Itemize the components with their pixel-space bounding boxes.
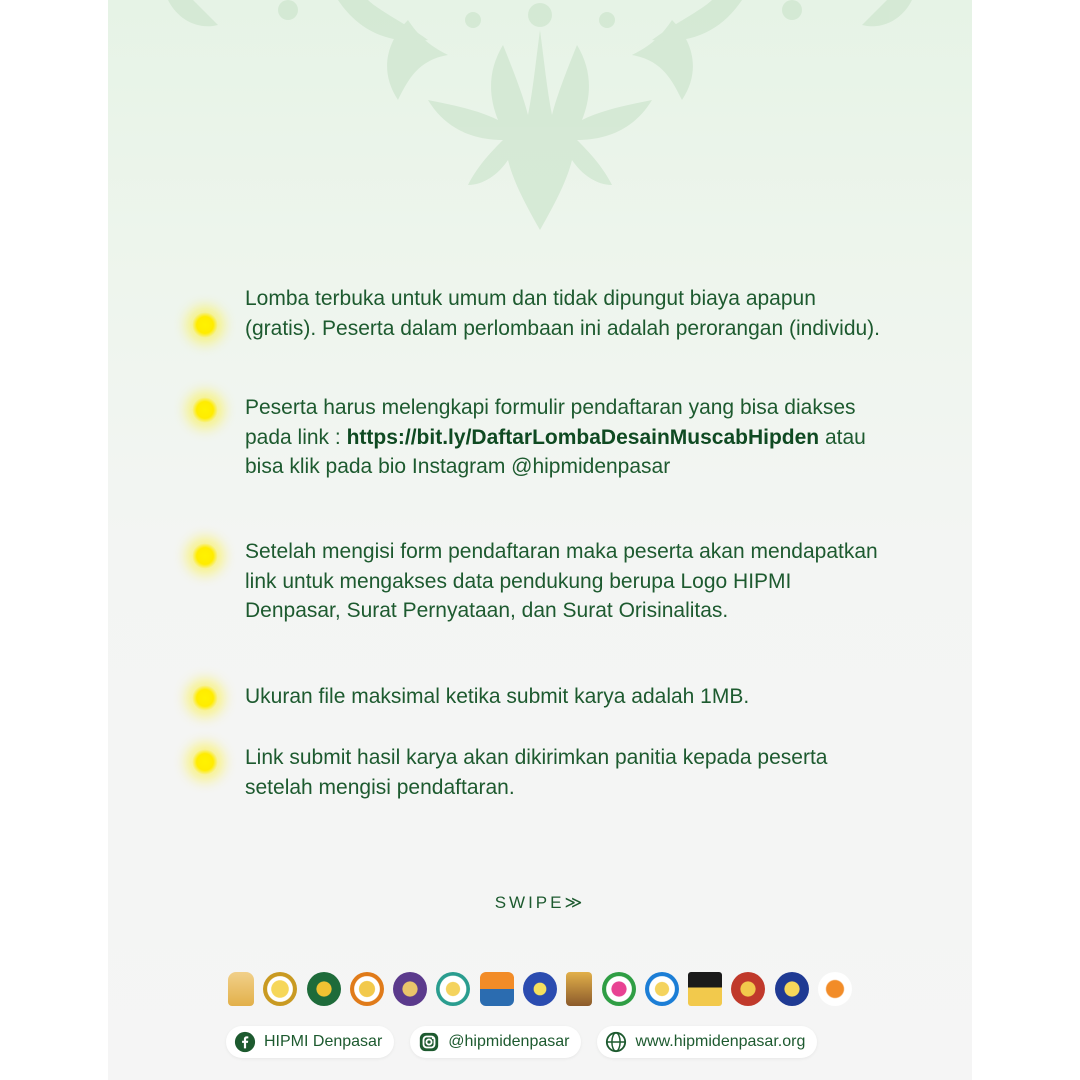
eagle-logo [566, 972, 592, 1006]
purple-emblem-logo [393, 972, 427, 1006]
social-footer [226, 1026, 817, 1058]
bullet-dot-icon [192, 685, 218, 711]
gold-emblem-logo [263, 972, 297, 1006]
instagram-link[interactable] [410, 1026, 581, 1058]
facebook-icon [234, 1031, 256, 1053]
rule-text-after: atau bisa klik pada bio Instagram @hipmidenpasar [245, 425, 866, 478]
red-emblem-logo [731, 972, 765, 1006]
bullet-dot-icon [192, 749, 218, 775]
cyan-emblem-logo [645, 972, 679, 1006]
instagram-icon [418, 1031, 440, 1053]
rule-text: Lomba terbuka untuk umum dan tidak dipungut biaya apapun (gratis). Peserta dalam perlombaan ini adalah perorangan (individu). [245, 287, 881, 340]
facebook-label: HIPMI Denpasar [264, 1033, 383, 1050]
instagram-label: @hipmidenpasar [448, 1033, 570, 1050]
bali-emblem-logo [775, 972, 809, 1006]
rule-text: Link submit hasil karya akan dikirimkan panitia kepada peserta setelah mengisi pendaftaran. [245, 746, 828, 799]
website-link[interactable] [597, 1026, 817, 1058]
content-panel [108, 0, 972, 1080]
bullet-dot-icon [192, 397, 218, 423]
website-label: www.hipmidenpasar.org [635, 1033, 806, 1050]
rule-text-before: Peserta harus melengkapi formulir pendaftaran yang bisa diakses pada link : [245, 396, 856, 449]
globe-icon [605, 1031, 627, 1053]
facebook-link[interactable] [226, 1026, 394, 1058]
ornament-decoration [108, 0, 972, 240]
rule-text: Setelah mengisi form pendaftaran maka peserta akan mendapatkan link untuk mengakses data pendukung berupa Logo HIPMI Denpasar, Surat Pernyataan, dan Surat Orisinalitas. [245, 540, 878, 622]
orange-emblem-logo [350, 972, 384, 1006]
green-emblem-logo [307, 972, 341, 1006]
bullet-dot-icon [192, 312, 218, 338]
graduation-logo [688, 972, 722, 1006]
orange-small-logo [818, 972, 852, 1006]
lotus-logo [602, 972, 636, 1006]
bullet-dot-icon [192, 543, 218, 569]
swipe-hint: SWIPE≫ [494, 893, 586, 912]
blue-emblem-logo [523, 972, 557, 1006]
teal-emblem-logo [436, 972, 470, 1006]
statue-logo [228, 972, 254, 1006]
rule-text [245, 393, 885, 482]
partner-logos-row [228, 968, 852, 1010]
rule-text: Ukuran file maksimal ketika submit karya adalah 1MB. [245, 685, 750, 708]
pandu-logo [480, 972, 514, 1006]
registration-link[interactable]: https://bit.ly/DaftarLombaDesainMuscabHipden [346, 425, 820, 449]
